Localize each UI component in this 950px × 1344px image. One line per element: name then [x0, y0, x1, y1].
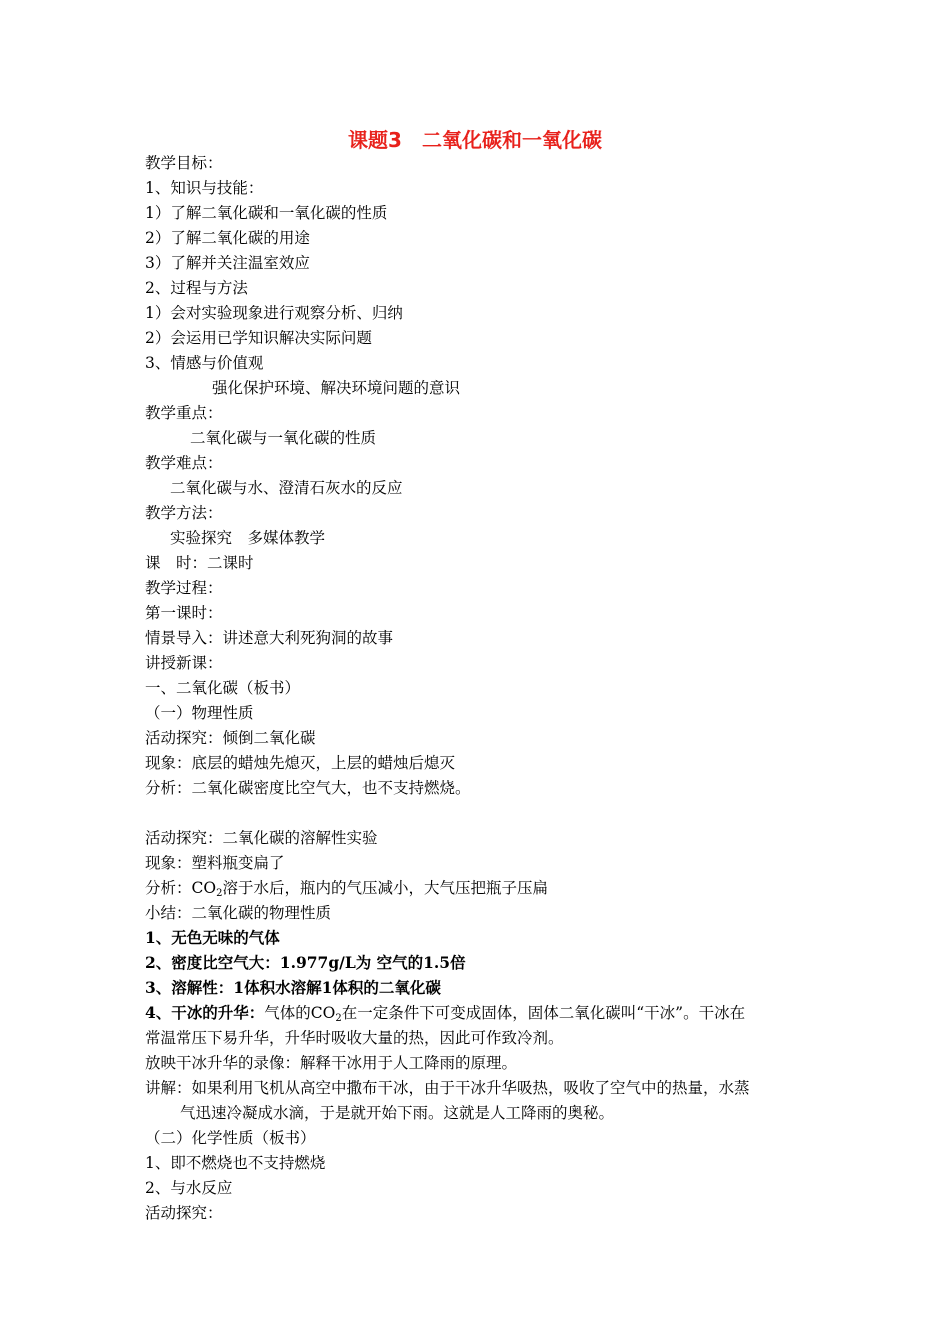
- text-line: 教学难点：: [145, 454, 223, 472]
- text-line: 1）了解二氧化碳和一氧化碳的性质: [145, 204, 388, 222]
- text-line: 活动探究：倾倒二氧化碳: [145, 729, 316, 747]
- text-line: 二氧化碳与水、澄清石灰水的反应: [170, 479, 403, 497]
- subscript: 2: [216, 888, 223, 899]
- text-line: 二氧化碳与一氧化碳的性质: [190, 429, 377, 447]
- text-line: 课 时：二课时: [145, 554, 254, 572]
- bold-point: 3、溶解性：1体积水溶解1体积的二氧化碳: [145, 978, 441, 997]
- text-line: 强化保护环境、解决环境问题的意识: [212, 379, 461, 397]
- text-line: 1、知识与技能：: [145, 179, 264, 197]
- text-line: 情景导入：讲述意大利死狗洞的故事: [145, 629, 394, 647]
- bold-point: 4、干冰的升华：: [145, 1003, 265, 1022]
- text-line: 教学目标：: [145, 154, 223, 172]
- subsection-heading: （一）物理性质: [145, 704, 254, 722]
- text-line: 现象：塑料瓶变扁了: [145, 854, 285, 872]
- section-heading: 一、二氧化碳（板书）: [145, 679, 301, 697]
- text-line: 1、即不燃烧也不支持燃烧: [145, 1154, 326, 1172]
- bold-point: 1、无色无味的气体: [145, 928, 280, 947]
- text-run: 在一定条件下可变成固体，固体二氧化碳叫“干冰”。干冰在: [341, 1004, 746, 1022]
- text-line: 常温常压下易升华，升华时吸收大量的热，因此可作致冷剂。: [145, 1029, 564, 1047]
- text-line: 教学重点：: [145, 404, 223, 422]
- text-line: 教学过程：: [145, 579, 223, 597]
- subscript: 2: [335, 1013, 342, 1024]
- text-line: 3、情感与价值观: [145, 354, 264, 372]
- bold-point: 2、密度比空气大：1.977g/L为 空气的1.5倍: [145, 953, 466, 972]
- text-line: [145, 878, 548, 904]
- text-line: 讲授新课：: [145, 654, 223, 672]
- text-line: 讲解：如果利用飞机从高空中撒布干冰，由于干冰升华吸热，吸收了空气中的热量，水蒸: [145, 1079, 750, 1097]
- text-line: 教学方法：: [145, 504, 223, 522]
- text-line: [145, 1003, 745, 1029]
- text-line: 活动探究：二氧化碳的溶解性实验: [145, 829, 378, 847]
- text-line: 现象：底层的蜡烛先熄灭，上层的蜡烛后熄灭: [145, 754, 456, 772]
- lesson-title: 课题3 二氧化碳和一氧化碳: [348, 128, 602, 152]
- text-line: 第一课时：: [145, 604, 223, 622]
- text-line: 2、与水反应: [145, 1179, 233, 1197]
- text-line: 3）了解并关注温室效应: [145, 254, 310, 272]
- text-line: 活动探究：: [145, 1204, 223, 1222]
- text-line: 放映干冰升华的录像：解释干冰用于人工降雨的原理。: [145, 1054, 518, 1072]
- text-run: 气体的CO: [264, 1004, 336, 1022]
- text-run: 分析：CO: [145, 879, 217, 897]
- text-line: 2）会运用已学知识解决实际问题: [145, 329, 372, 347]
- text-run: 溶于水后，瓶内的气压减小，大气压把瓶子压扁: [222, 879, 548, 897]
- text-line: 小结：二氧化碳的物理性质: [145, 904, 332, 922]
- text-line: 1）会对实验现象进行观察分析、归纳: [145, 304, 403, 322]
- subsection-heading: （二）化学性质（板书）: [145, 1129, 316, 1147]
- text-line: 气迅速冷凝成水滴，于是就开始下雨。这就是人工降雨的奥秘。: [180, 1104, 615, 1122]
- text-line: 2）了解二氧化碳的用途: [145, 229, 310, 247]
- text-line: 实验探究 多媒体教学: [170, 529, 326, 547]
- text-line: 2、过程与方法: [145, 279, 248, 297]
- text-line: 分析：二氧化碳密度比空气大，也不支持燃烧。: [145, 779, 471, 797]
